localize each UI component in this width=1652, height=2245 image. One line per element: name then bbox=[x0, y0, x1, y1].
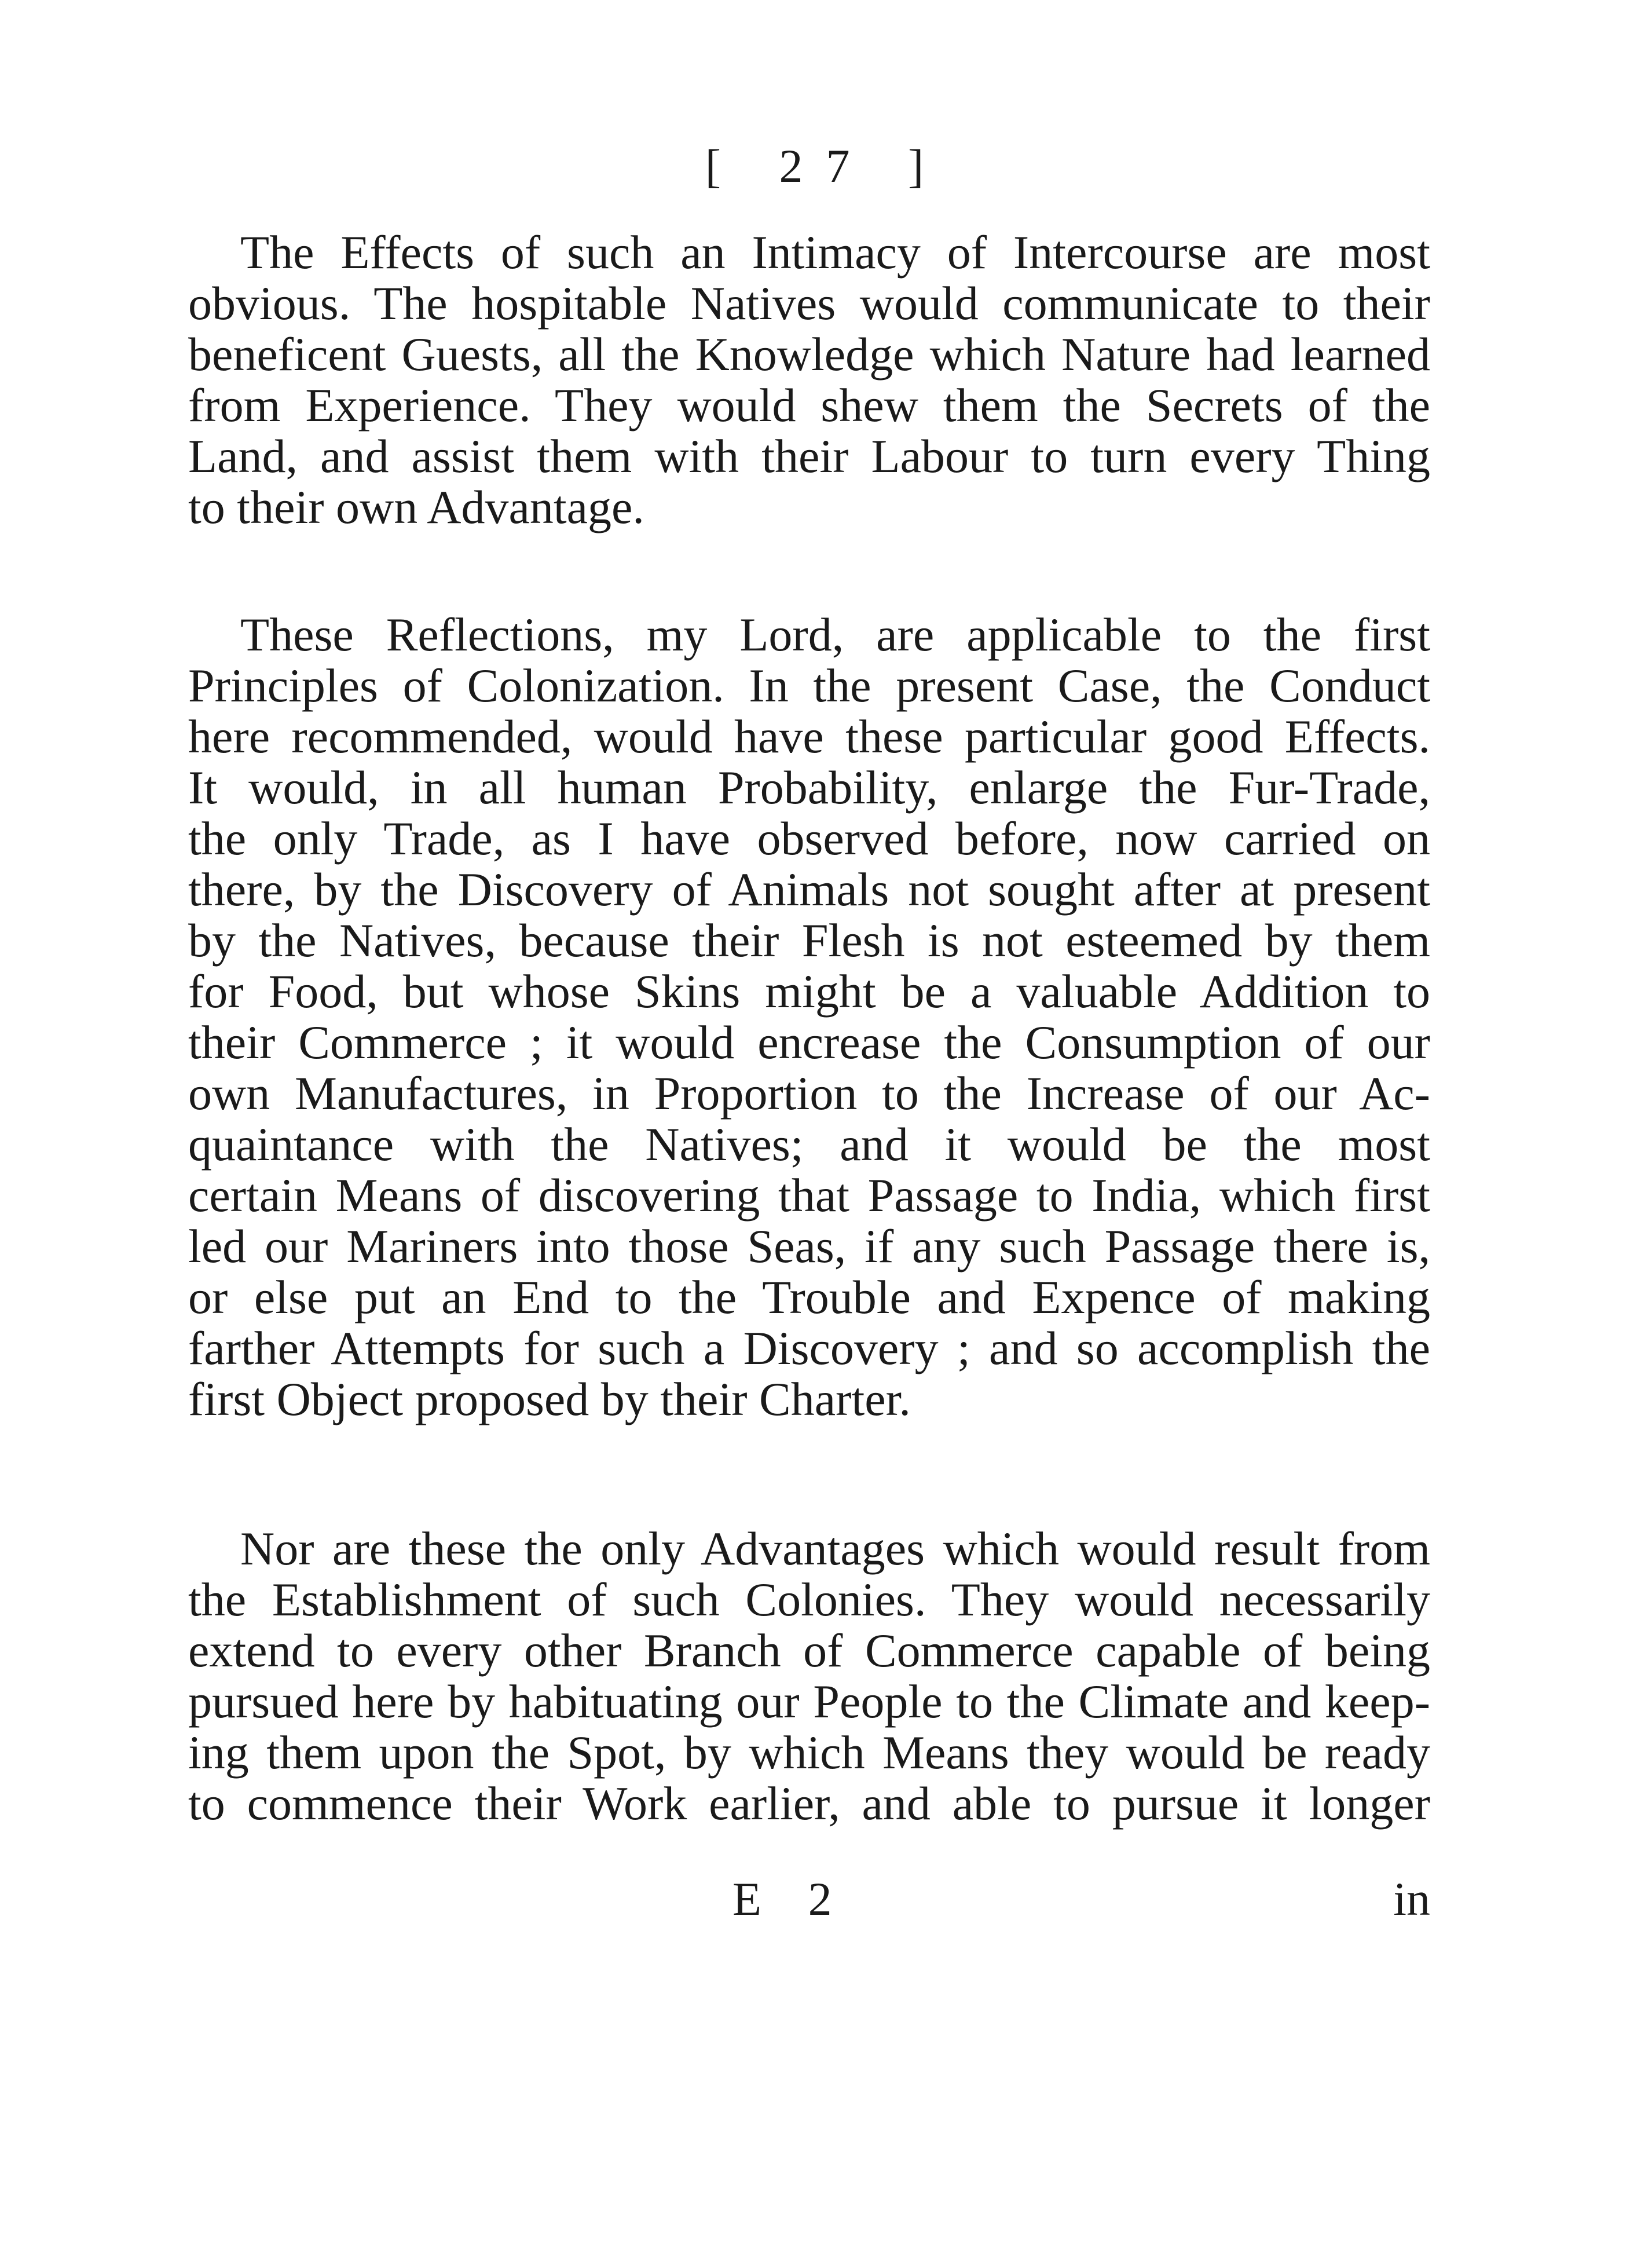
text-line: here recommended, would have these particular good Effects. bbox=[188, 710, 1430, 763]
text-line: led our Mariners into those Seas, if any such Passage there is, bbox=[188, 1220, 1430, 1273]
text-line: It would, in all human Probability, enlarge the Fur-Trade, bbox=[188, 761, 1430, 814]
text-line: The Effects of such an Intimacy of Intercourse are most bbox=[240, 226, 1430, 279]
signature-mark: E 2 bbox=[732, 1873, 849, 1925]
text-line: there, by the Discovery of Animals not sought after at present bbox=[188, 863, 1430, 916]
text-line: extend to every other Branch of Commerce capable of being bbox=[188, 1624, 1430, 1677]
text-line: ing them upon the Spot, by which Means they would be ready bbox=[188, 1726, 1430, 1779]
page-footer bbox=[188, 1872, 1430, 1925]
text-line: certain Means of discovering that Passage to India, which first bbox=[188, 1169, 1430, 1222]
text-line: own Manufactures, in Proportion to the Increase of our Ac- bbox=[188, 1067, 1430, 1120]
text-line: the only Trade, as I have observed before, now carried on bbox=[188, 812, 1430, 865]
text-line: obvious. The hospitable Natives would communicate to their bbox=[188, 277, 1430, 330]
text-line: from Experience. They would shew them the Secrets of the bbox=[188, 379, 1430, 432]
text-line: by the Natives, because their Flesh is not esteemed by them bbox=[188, 914, 1430, 967]
paragraph-2 bbox=[188, 609, 1430, 1425]
paragraph-3 bbox=[188, 1523, 1430, 1829]
text-line: for Food, but whose Skins might be a valuable Addition to bbox=[188, 965, 1430, 1018]
text-line: their Commerce ; it would encrease the Consumption of our bbox=[188, 1016, 1430, 1069]
text-line: the Establishment of such Colonies. They would necessarily bbox=[188, 1573, 1430, 1626]
text-line: Principles of Colonization. In the present Case, the Conduct bbox=[188, 659, 1430, 712]
text-line: farther Attempts for such a Discovery ; and so accomplish the bbox=[188, 1322, 1430, 1374]
text-line: to commence their Work earlier, and able to pursue it longer bbox=[188, 1777, 1430, 1830]
text-line: These Reflections, my Lord, are applicable to the first bbox=[240, 608, 1430, 661]
page-number: [ 27 ] bbox=[705, 140, 947, 192]
text-line: or else put an End to the Trouble and Expence of making bbox=[188, 1271, 1430, 1323]
text-line: beneficent Guests, all the Knowledge which Nature had learned bbox=[188, 328, 1430, 381]
text-line: Land, and assist them with their Labour to turn every Thing bbox=[188, 430, 1430, 482]
text-line: first Object proposed by their Charter. bbox=[188, 1373, 911, 1425]
text-line: quaintance with the Natives; and it would be the most bbox=[188, 1118, 1430, 1171]
text-line: to their own Advantage. bbox=[188, 481, 644, 533]
text-line: Nor are these the only Advantages which would result from bbox=[240, 1522, 1430, 1575]
text-line: pursued here by habituating our People to the Climate and keep- bbox=[188, 1675, 1430, 1728]
catchword: in bbox=[1393, 1873, 1430, 1925]
paragraph-1 bbox=[188, 227, 1430, 533]
